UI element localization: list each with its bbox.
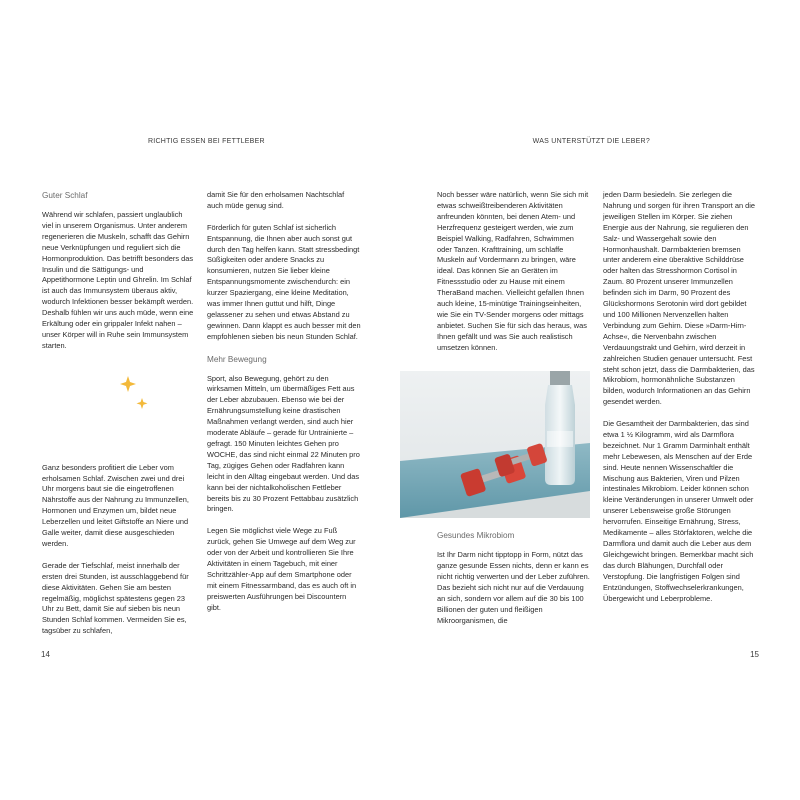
section-heading-exercise: Mehr Bewegung (207, 354, 267, 364)
page-number-left: 14 (41, 650, 50, 659)
paragraph: Legen Sie möglichst viele Wege zu Fuß zurück, gehen Sie Umwege auf dem Weg zur oder von der Arbeit und kontrollieren Sie Ihre Aktivitäten in einem Tagebuch, mit einer Schrittzähler-App auf dem Smartphone oder mit einem Fitnessarmband, das es auch oft in preiswerten Ausführungen bei Discountern gibt. (207, 526, 357, 612)
paragraph: Noch besser wäre natürlich, wenn Sie sich mit etwas schweißtreibenderen Aktivitäten anfreunden könnten, bei denen Atem- und Herzfrequenz gesteigert werden, wie zum Beispiel Walking, Radfahren, Schwimmen oder Tanzen. Krafttraining, um schlaffe Muskeln auf Vordermann zu bringen, wäre ideal. Das können Sie an Geräten im Fitnessstudio oder zu Hause mit einem TheraBand machen. Vielleicht gefallen Ihnen auch kleine, 15-minütige Trainingseinheiten, wie Sie ein TV-Sender morgens oder mittags anbietet. Suchen Sie für sich das heraus, was Ihnen gefällt und was Sie auch realistisch umsetzen können. (437, 190, 589, 352)
section-heading-microbiome: Gesundes Mikrobiom (437, 531, 515, 541)
text-column-2 (207, 190, 362, 613)
paragraph: Die Gesamtheit der Darmbakterien, das sind etwa 1 ½ Kilogramm, wird als Darmflora bezeichnet. Nur 1 Gramm Darminhalt enthält mehr Lebewesen, als Menschen auf der Erde sind. Heute nennen Wissenschaftler die Mischung aus Bakterien, Viren und Pilzen intestinales Mikrobiom. Leider können schon kleine Veränderungen in unserer Umwelt oder unserer Lebensweise große Störungen hervorrufen. Einseitige Ernährung, Stress, Medikamente – alles Störfaktoren, welche die Darmflora und damit auch die Leber aus dem Gleichgewicht bringen. Bemerkbar macht sich das durch Blähungen, Durchfall oder Verstopfung. Die langfristigen Folgen sind Entzündungen, Stoffwechselerkrankungen, Übergewicht und Leberprobleme. (603, 419, 754, 603)
paragraph: Förderlich für guten Schlaf ist sicherlich Entspannung, die Ihnen aber auch sonst gut durch den Tag helfen kann. Statt stressbedingt Süßigkeiten oder andere Snacks zu konsumieren, nutzen Sie lieber kleine Entspannungsmomente zwischendurch: ein kurzer Spaziergang, eine kleine Meditation, was immer Ihnen guttut und hilft, Dinge gelassener zu sehen und etwas Abstand zu gewinnen. Dann klappt es auch besser mit den empfohlenen sieben bis neun Stunden Schlaf. (207, 222, 361, 341)
paragraph: Sport, also Bewegung, gehört zu den wirksamen Mitteln, um übermäßiges Fett aus der Leber abzubauen. Ebenso wie bei der Ernährungsumstellung keine drastischen Maßnahmen verlangt werden, sind auch hier moderate Abläufe – gerade für Untrainierte – gefragt. 150 Minuten leichtes Gehen pro WOCHE, das sind nicht einmal 22 Minuten pro Tag, zügiges Gehen oder Radfahren kann leicht in den Alltag eingebaut werden. Und das kann bei der nichtalkoholischen Fettleber bereits bis zu 30 Prozent Fettabbau zusätzlich bringen. (207, 373, 360, 514)
paragraph: jeden Darm besiedeln. Sie zerlegen die Nahrung und sorgen für ihren Transport an die jeweiligen Stellen im Körper. Sie ziehen Energie aus der Nahrung, sie regulieren den Salz- und Wassergehalt sowie den Hormonhaushalt. Darmbakterien bremsen unter anderem eine überaktive Schilddrüse oder halten das Stresshormon Cortisol in Zaum. 80 Prozent unserer Immunzellen befinden sich im Darm, 90 Prozent des Glückshormons Serotonin wird dort gebildet und 100 Millionen Nervenzellen halten Verbindung zum Gehirn. Diese »Darm-Hirn-Achse«, die Nervenbahn zwischen Verdauungstrakt und Gehirn, wird derzeit in zahlreichen Studien genauer untersucht. Fest steht schon jetzt, dass die Darmbakterien, das Mikrobiom, hormonähnliche Substanzen bilden, wodurch Informationen an das Gehirn gesendet werden. (603, 190, 756, 407)
paragraph: Ist Ihr Darm nicht tipptopp in Form, nützt das ganze gesunde Essen nichts, denn er kann es nicht richtig verwerten und der Leber zuführen. Das bezieht sich nicht nur auf die Verdauung an sich, sondern vor allem auf die 30 bis 100 Billionen der guten und fleißigen Mikroorganismen, die (437, 550, 590, 625)
section-heading-sleep: Guter Schlaf (42, 191, 88, 200)
running-header-right: WAS UNTERSTÜTZT DIE LEBER? (532, 138, 650, 145)
page-number-right: 15 (750, 650, 759, 659)
running-header-left: RICHTIG ESSEN BEI FETTLEBER (148, 138, 265, 145)
dumbbells-water-bottle-photo (400, 371, 590, 518)
paragraph: Während wir schlafen, passiert unglaublich viel in unserem Organismus. Unter anderem regenerieren die Muskeln, schafft das Gehirn neue Verknüpfungen und reguliert sich die Hormonproduktion. Das betrifft besonders das Insulin und die Sättigungs- und Appetithormone Leptin und Ghrelin. Im Schlaf ist auch das Immunsystem überaus aktiv, wodurch Infektionen besser bekämpft werden. Deshalb fühlen wir uns auch müde, wenn eine Erkältung oder ein grippaler Infekt nahen – unser Körper will in Ruhe sein Immunsystem starten. (42, 210, 194, 350)
paragraph: damit Sie für den erholsamen Nachtschlaf auch müde genug sind. (207, 190, 345, 210)
paragraph: Gerade der Tiefschlaf, meist innerhalb der ersten drei Stunden, ist ausschlaggebend für diese Aktivitäten. Gehen Sie am besten regelmäßig, möglichst spätestens gegen 23 Uhr zu Bett, damit Sie auf sieben bis neun Stunden Schlaf kommen. Vermeiden Sie es, tagsüber zu schlafen, (42, 560, 189, 636)
moon-stars-icon (80, 372, 160, 442)
text-column-4 (603, 190, 757, 604)
paragraph: Ganz besonders profitiert die Leber vom erholsamen Schlaf. Zwischen zwei und drei Uhr morgens baut sie die eingetroffenen Nährstoffe aus der Nahrung zu Immunzellen, Hormonen und Enzymen um, bildet neue Leberzellen und leitet Giftstoffe an Niere und Galle weiter, damit diese ausgeschieden werden. (42, 462, 189, 549)
